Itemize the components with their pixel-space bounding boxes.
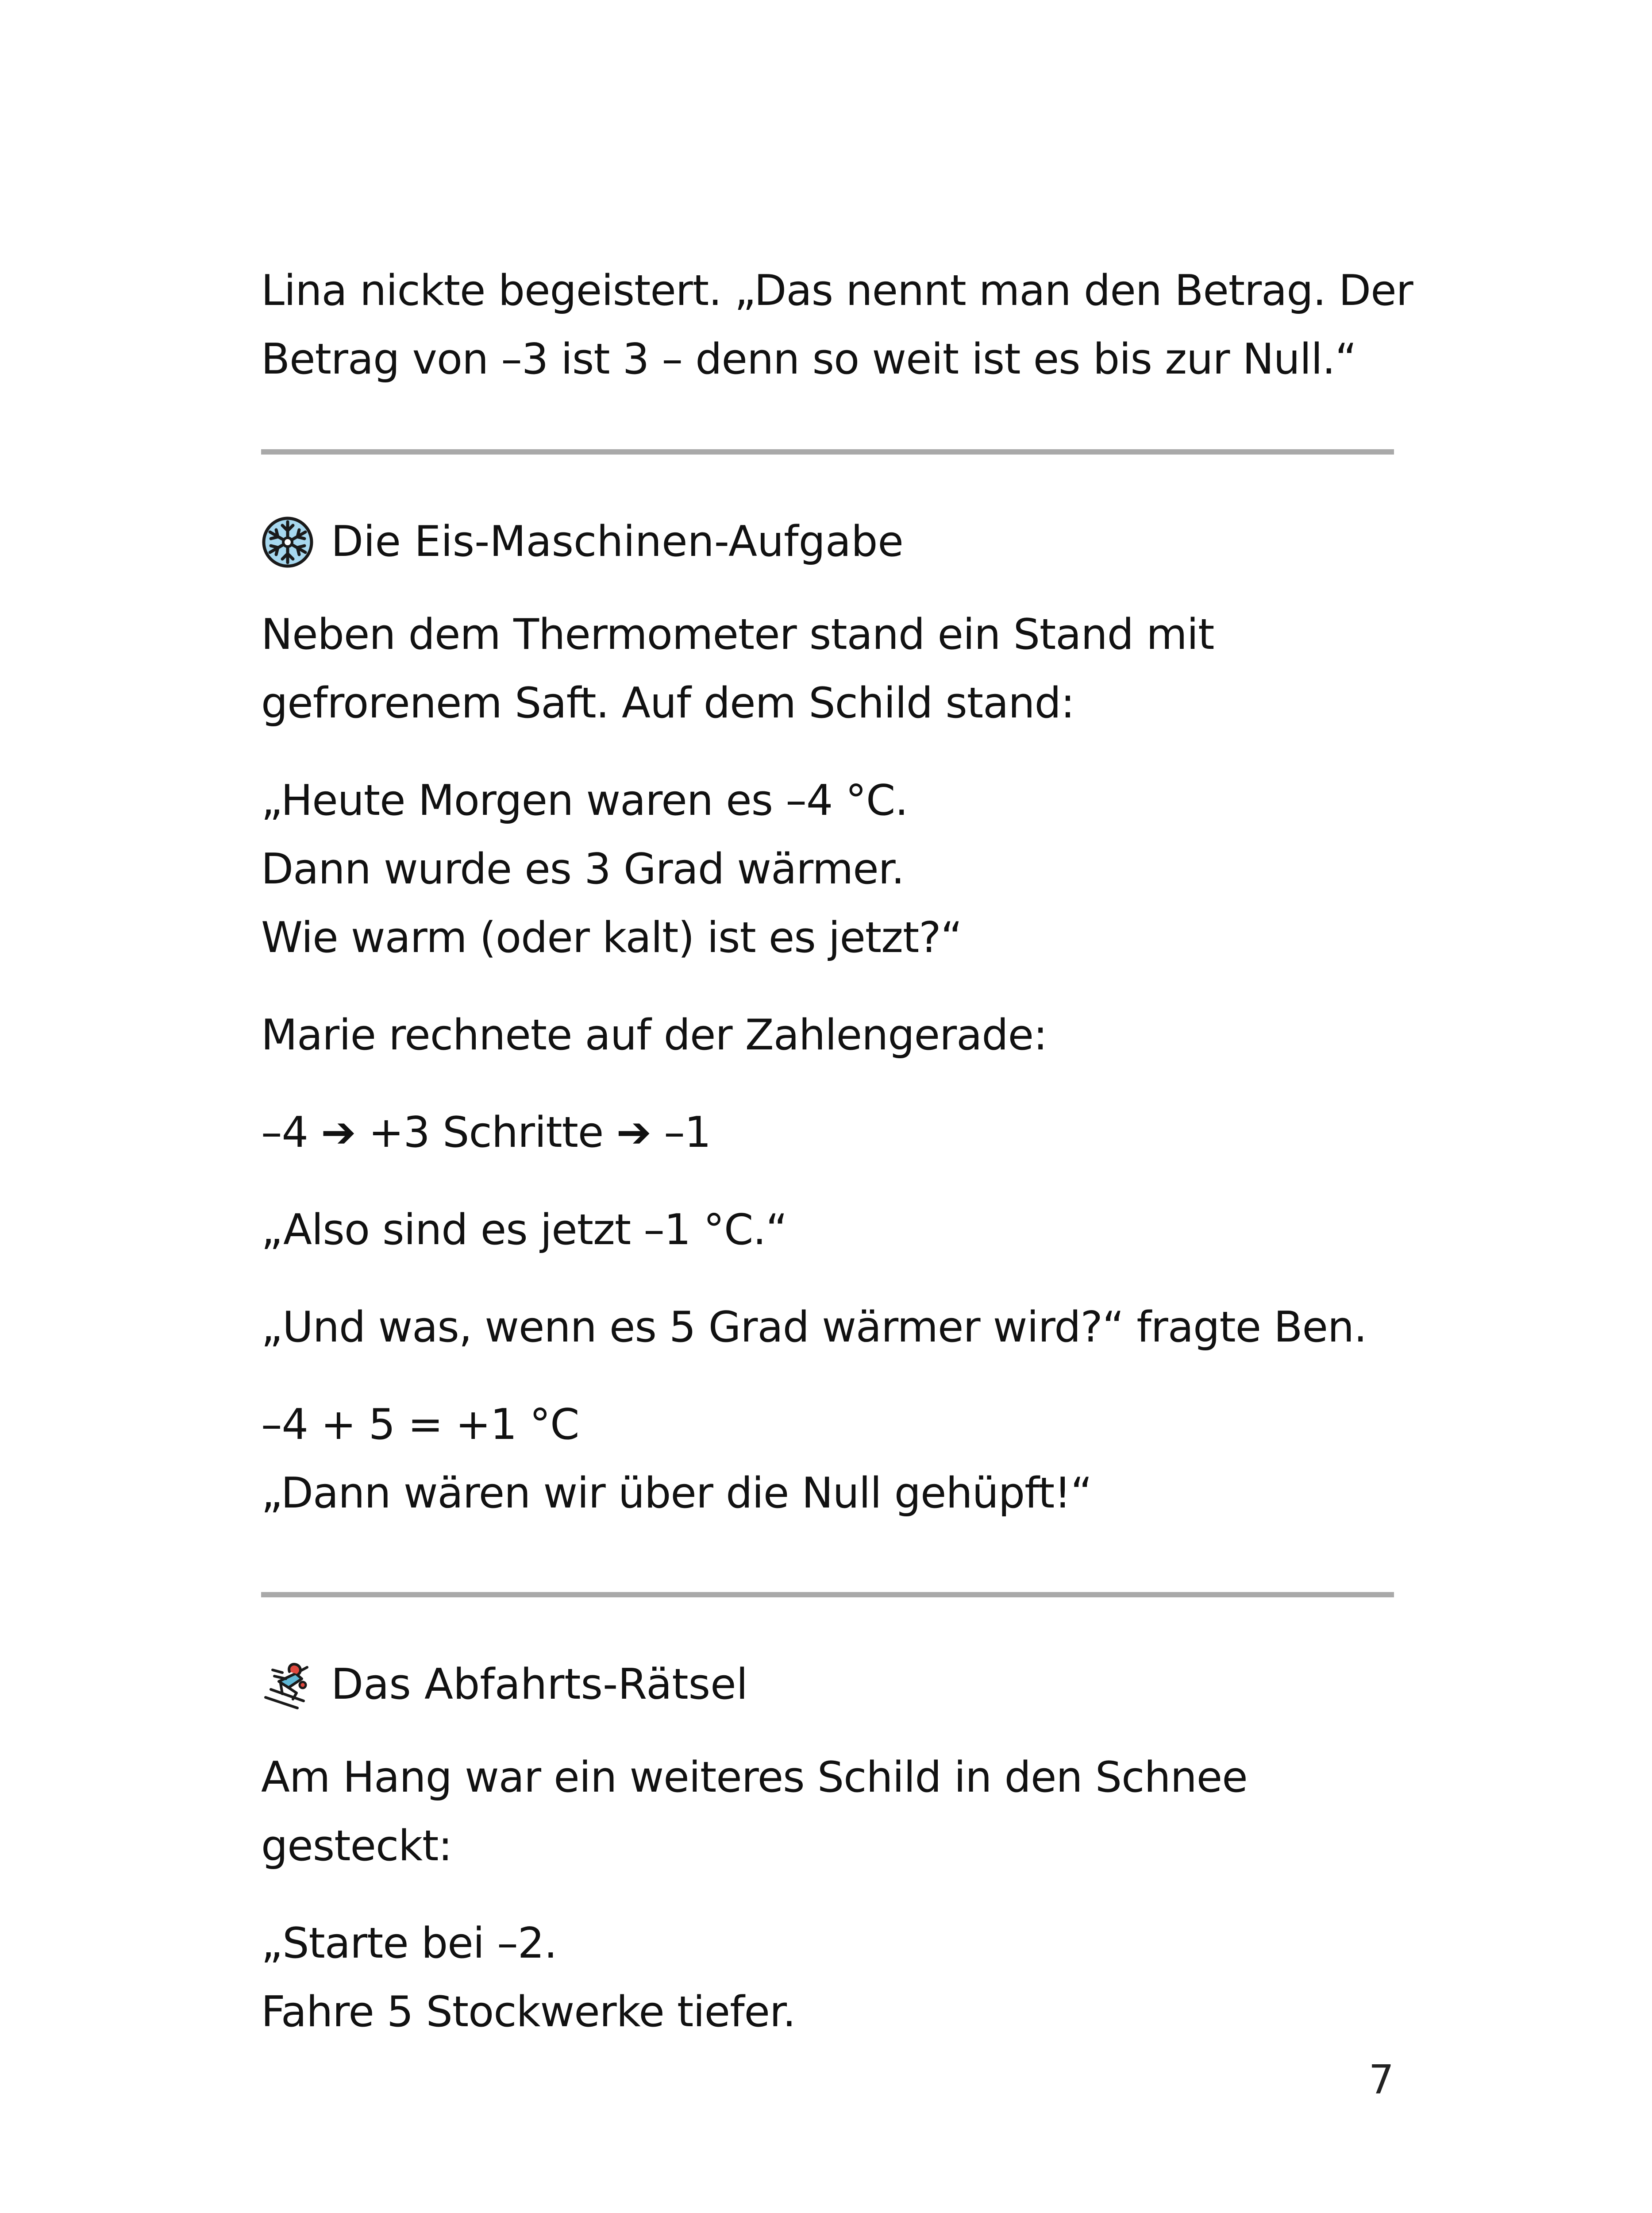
skier-icon [261, 1658, 314, 1712]
text-line: Dann wurde es 3 Grad wärmer. [261, 845, 905, 894]
page-content [261, 257, 1413, 2075]
text-line: „Dann wären wir über die Null gehüpft!“ [261, 1469, 1092, 1518]
text-line: Neben dem Thermometer stand ein Stand mit [261, 610, 1214, 659]
text-line: Lina nickte begeistert. „Das nennt man den Betrag. Der [261, 266, 1413, 315]
section-divider [261, 449, 1394, 455]
text-line: „Heute Morgen waren es –4 °C. [261, 776, 908, 825]
answer-line: „Also sind es jetzt –1 °C.“ [261, 1206, 787, 1254]
text-line: Wie warm (oder kalt) ist es jetzt?“ [261, 914, 962, 962]
page-number: 7 [1368, 2057, 1394, 2103]
ice-machine-intro [261, 601, 1394, 738]
section-heading-ice-machine [261, 508, 1394, 576]
equation-line: –4 + 5 = +1 °C [261, 1400, 579, 1449]
text-line: Betrag von –3 ist 3 – denn so weit ist es bis zur Null.“ [261, 335, 1357, 384]
ben-question: „Und was, wenn es 5 Grad wärmer wird?“ fragte Ben. [261, 1303, 1367, 1352]
section-divider [261, 1592, 1394, 1597]
text-line: „Starte bei –2. [261, 1919, 557, 1968]
downhill-intro: Am Hang war ein weiteres Schild in den Schnee gesteckt: [261, 1753, 1248, 1870]
ice-machine-sign [261, 767, 1394, 972]
snowflake-icon [261, 516, 314, 569]
section-heading-text: Die Eis-Maschinen-Aufgabe [331, 517, 904, 566]
equation-block [261, 1391, 1394, 1528]
section-heading-downhill [261, 1650, 1394, 1719]
section-heading-text: Das Abfahrts-Rätsel [331, 1660, 748, 1709]
marie-calculation-intro: Marie rechnete auf der Zahlengerade: [261, 1011, 1047, 1060]
downhill-sign [261, 1909, 1394, 2047]
number-line-steps: –4 ➔ +3 Schritte ➔ –1 [261, 1108, 711, 1157]
intro-paragraph [261, 257, 1413, 394]
text-line: Fahre 5 Stockwerke tiefer. [261, 1988, 796, 2036]
text-line: gefrorenem Saft. Auf dem Schild stand: [261, 679, 1074, 728]
